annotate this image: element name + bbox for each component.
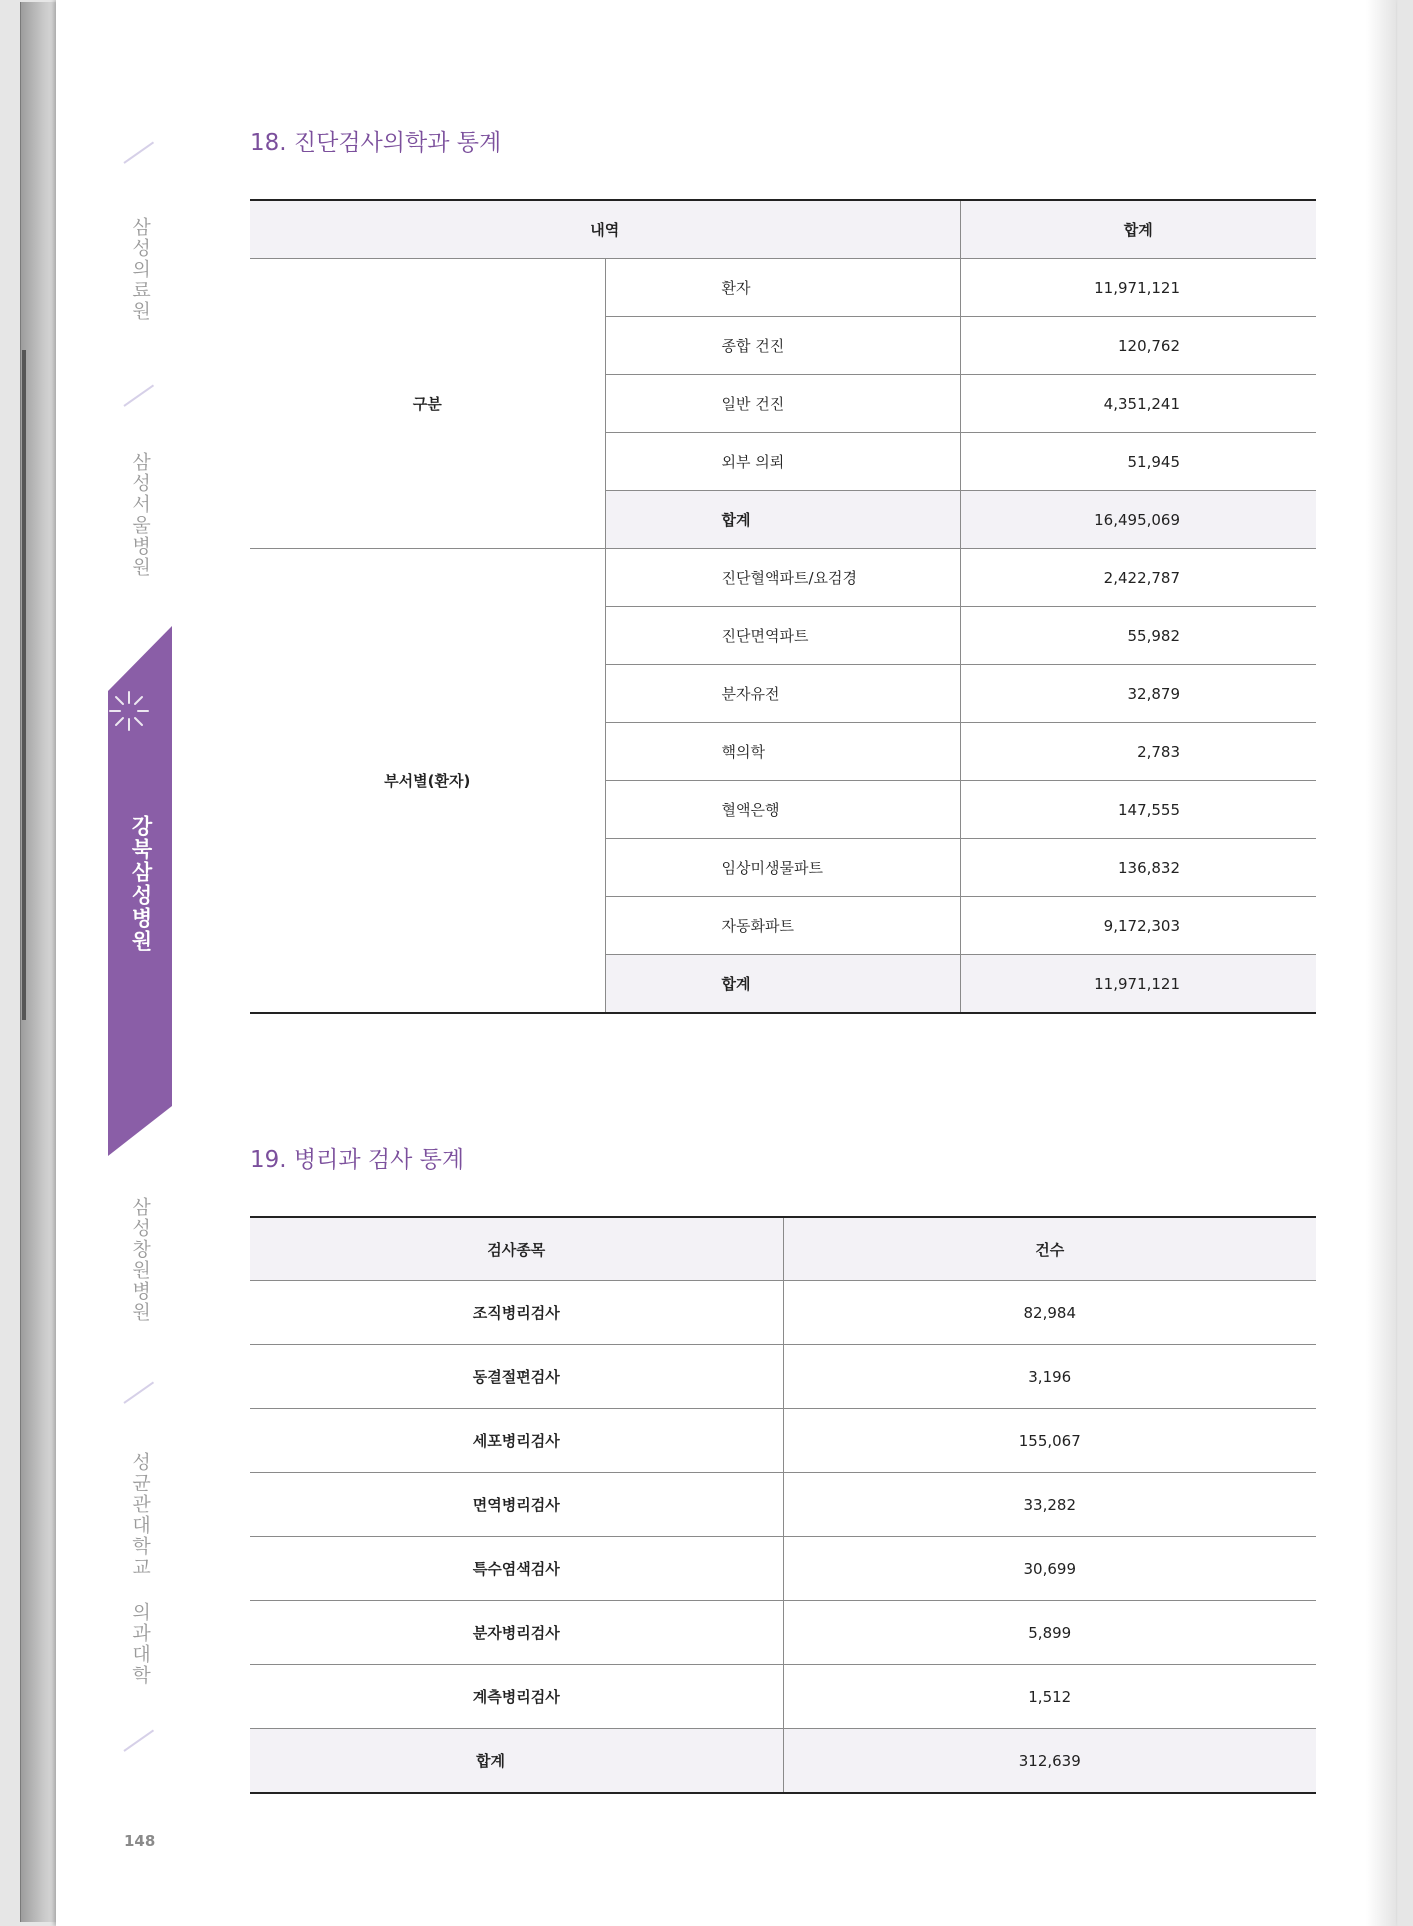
test-type: 분자병리검사 <box>250 1601 783 1665</box>
subtotal-label: 합계 <box>605 955 960 1014</box>
table-row <box>250 1601 1316 1665</box>
header-count: 건수 <box>783 1217 1316 1281</box>
subtotal-label: 합계 <box>605 491 960 549</box>
side-nav-item-changwon-hospital[interactable]: 삼성창원병원 <box>129 1197 151 1323</box>
row-value: 4,351,241 <box>960 375 1316 433</box>
sparkle-icon <box>106 686 152 736</box>
section-19-title: 19. 병리과 검사 통계 <box>250 1147 465 1173</box>
row-value: 9,172,303 <box>960 897 1316 955</box>
row-item: 자동화파트 <box>605 897 960 955</box>
pathology-stats-table <box>250 1216 1316 1794</box>
row-value: 11,971,121 <box>960 259 1316 317</box>
subtotal-value: 16,495,069 <box>960 491 1316 549</box>
header-total: 합계 <box>960 200 1316 259</box>
test-type: 특수염색검사 <box>250 1537 783 1601</box>
page-edge-shade <box>1366 0 1396 1926</box>
row-item: 진단면역파트 <box>605 607 960 665</box>
section-18-title: 18. 진단검사의학과 통계 <box>250 130 502 156</box>
table-header-row <box>250 1217 1316 1281</box>
row-item: 진단혈액파트/요검경 <box>605 549 960 607</box>
test-type: 계측병리검사 <box>250 1665 783 1729</box>
test-type: 조직병리검사 <box>250 1281 783 1345</box>
table-row <box>250 1537 1316 1601</box>
test-count: 5,899 <box>783 1601 1316 1665</box>
test-type: 세포병리검사 <box>250 1409 783 1473</box>
row-item: 일반 건진 <box>605 375 960 433</box>
lab-medicine-stats-table <box>250 199 1316 1014</box>
row-value: 2,422,787 <box>960 549 1316 607</box>
book-spine-edge <box>20 2 61 1922</box>
group-label: 부서별(환자) <box>250 549 605 1014</box>
table-header-row <box>250 200 1316 259</box>
test-count: 30,699 <box>783 1537 1316 1601</box>
row-value: 120,762 <box>960 317 1316 375</box>
test-count: 33,282 <box>783 1473 1316 1537</box>
test-type: 동결절편검사 <box>250 1345 783 1409</box>
table-row <box>250 1665 1316 1729</box>
test-count: 155,067 <box>783 1409 1316 1473</box>
table-row <box>250 1345 1316 1409</box>
table-row <box>250 1473 1316 1537</box>
row-value: 51,945 <box>960 433 1316 491</box>
table-row <box>250 549 1316 607</box>
row-value: 136,832 <box>960 839 1316 897</box>
row-item: 분자유전 <box>605 665 960 723</box>
row-item: 임상미생물파트 <box>605 839 960 897</box>
test-count: 3,196 <box>783 1345 1316 1409</box>
table-row <box>250 259 1316 317</box>
header-item: 내역 <box>250 200 960 259</box>
test-type: 면역병리검사 <box>250 1473 783 1537</box>
total-count: 312,639 <box>783 1729 1316 1794</box>
row-value: 2,783 <box>960 723 1316 781</box>
side-nav-item-medical-center[interactable]: 삼성의료원 <box>129 217 151 322</box>
test-count: 82,984 <box>783 1281 1316 1345</box>
total-row <box>250 1729 1316 1794</box>
table-row <box>250 1409 1316 1473</box>
row-item: 핵의학 <box>605 723 960 781</box>
row-item: 외부 의뢰 <box>605 433 960 491</box>
side-nav-item-kangbuk-hospital[interactable]: 강북삼성병원 <box>129 815 153 953</box>
row-item: 환자 <box>605 259 960 317</box>
row-value: 32,879 <box>960 665 1316 723</box>
total-label: 합계 <box>250 1729 783 1794</box>
page-number: 148 <box>124 1832 156 1850</box>
test-count: 1,512 <box>783 1665 1316 1729</box>
spine-marker <box>22 350 26 1020</box>
row-item: 종합 건진 <box>605 317 960 375</box>
row-value: 55,982 <box>960 607 1316 665</box>
header-test-type: 검사종목 <box>250 1217 783 1281</box>
row-item: 혈액은행 <box>605 781 960 839</box>
side-nav-item-seoul-hospital[interactable]: 삼성서울병원 <box>129 452 151 578</box>
subtotal-value: 11,971,121 <box>960 955 1316 1014</box>
table-row <box>250 1281 1316 1345</box>
group-label: 구분 <box>250 259 605 549</box>
row-value: 147,555 <box>960 781 1316 839</box>
side-nav-item-medical-school[interactable]: 성균관대학교 의과대학 <box>129 1452 151 1686</box>
